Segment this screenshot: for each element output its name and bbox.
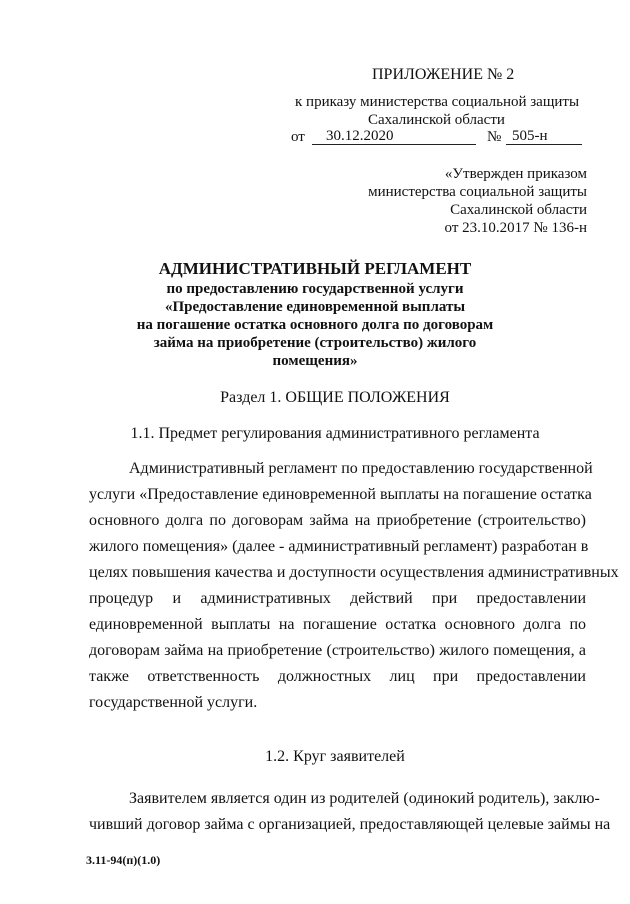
paragraph-line: Административный регламент по предоставлению государственной — [129, 460, 593, 477]
approval-line-3: Сахалинской области — [450, 202, 587, 218]
paragraph-line: чивший договор займа с организацией, предоставляющей целевые займы на — [89, 816, 611, 833]
paragraph-line: услуги «Предоставление единовременной выплаты на погашение остатка — [89, 486, 592, 503]
title-line-5: займа на приобретение (строительство) жилого — [153, 335, 477, 351]
paragraph-line: жилого помещения» (далее - административный регламент) разработан в — [89, 538, 589, 555]
subsection-heading-1-1: 1.1. Предмет регулирования административного регламента — [130, 425, 540, 442]
form-code: 3.11-94(п)(1.0) — [86, 853, 161, 867]
subsection-heading-1-2: 1.2. Круг заявителей — [265, 748, 405, 765]
order-number: 505-н — [506, 129, 582, 145]
paragraph-line: основного долга по договорам займа на приобретение (строительство) — [89, 512, 586, 529]
order-reference: к приказу министерства социальной защиты — [295, 94, 580, 110]
title-line-4: на погашение остатка основного долга по договорам — [136, 317, 494, 333]
date-prefix: от — [291, 129, 305, 145]
paragraph-1 — [89, 456, 619, 716]
paragraph-line: процедур и административных действий при предоставлении — [89, 590, 586, 607]
order-date: 30.12.2020 — [312, 129, 476, 145]
section-heading: Раздел 1. ОБЩИЕ ПОЛОЖЕНИЯ — [220, 389, 450, 406]
paragraph-line: единовременной выплаты на погашение остатка основного долга по — [89, 616, 586, 633]
appendix-label: ПРИЛОЖЕНИЕ № 2 — [372, 66, 515, 83]
title-line-3: «Предоставление единовременной выплаты — [164, 299, 466, 315]
approval-line-4: от 23.10.2017 № 136-н — [444, 220, 587, 236]
paragraph-line: Заявителем является один из родителей (одинокий родитель), заклю- — [129, 790, 600, 807]
document-title: АДМИНИСТРАТИВНЫЙ РЕГЛАМЕНТ — [158, 259, 472, 278]
approval-line-2: министерства социальной защиты — [368, 184, 587, 200]
paragraph-2 — [89, 786, 611, 838]
paragraph-line: целях повышения качества и доступности осуществления административных — [89, 564, 619, 581]
paragraph-line: государственной услуги. — [89, 694, 258, 711]
region-label: Сахалинской области — [368, 112, 505, 128]
title-line-6: помещения» — [272, 353, 358, 369]
paragraph-line: договорам займа на приобретение (строительство) жилого помещения, а — [89, 642, 586, 659]
paragraph-line: также ответственность должностных лиц при предоставлении — [89, 668, 586, 685]
title-line-2: по предоставлению государственной услуги — [166, 281, 464, 297]
approval-line-1: «Утвержден приказом — [444, 166, 587, 182]
number-prefix: № — [487, 129, 502, 145]
